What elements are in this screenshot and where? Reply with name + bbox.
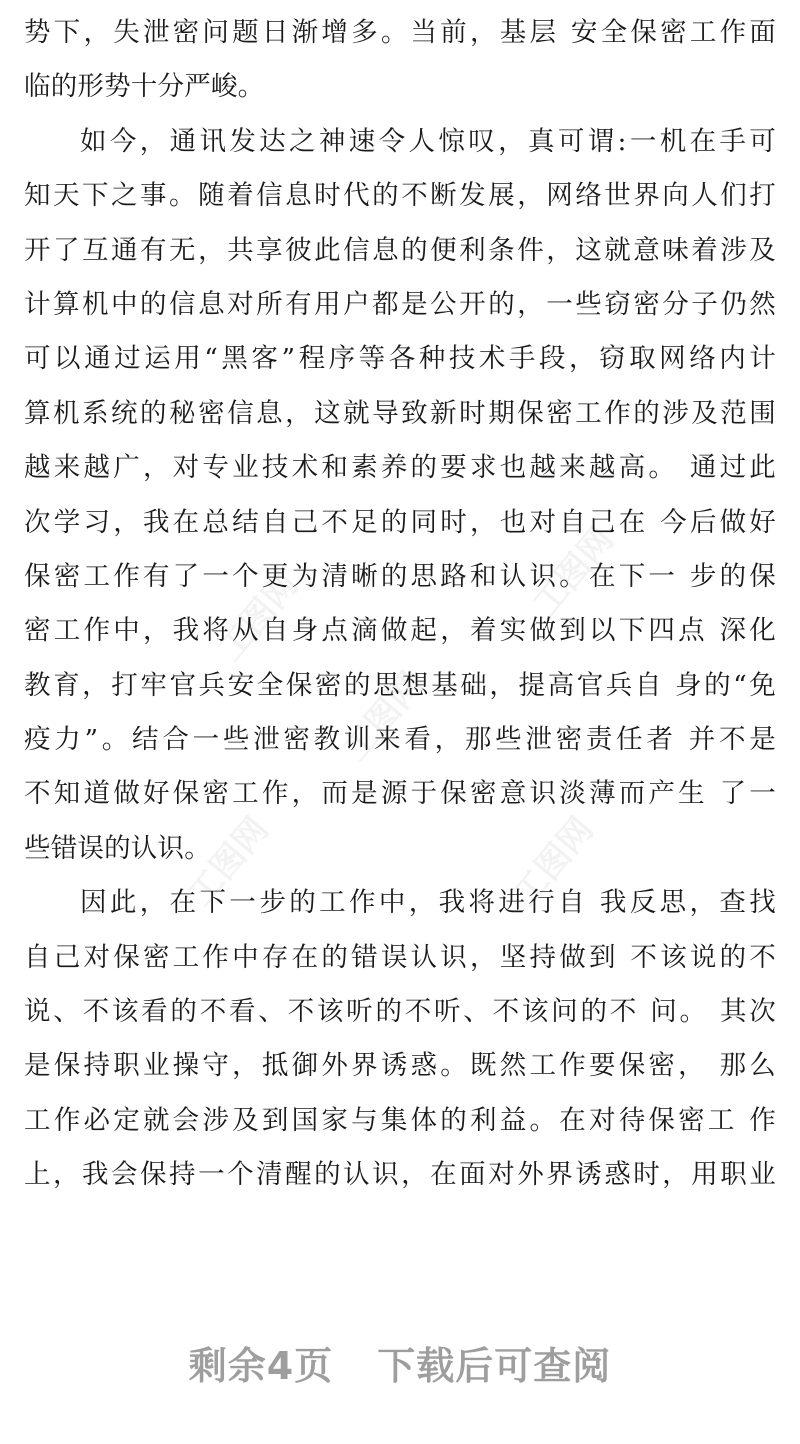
watermark: 工图网 <box>180 809 277 914</box>
article-body <box>24 6 776 1203</box>
paragraph-first-line: 因此，在下一步的工作中，我将进行自 我反思，查找 <box>80 887 776 919</box>
text-line: 临的形势十分严峻。 <box>24 71 265 103</box>
download-prompt[interactable] <box>0 1336 800 1396</box>
text-line: 越来越广，对专业技术和素养的要求也越来越高。 通过此 <box>24 452 776 484</box>
text-line: 是保持职业操守，抵御外界诱惑。既然工作要保密， 那么 <box>24 1050 776 1082</box>
text-line: 上，我会保持一个清醒的认识，在面对外界诱惑时，用职业 <box>24 1159 776 1191</box>
text-line: 知天下之事。随着信息时代的不断发展，网络世界向人们打 <box>24 180 776 212</box>
text-line: 工作必定就会涉及到国家与集体的利益。在对待保密工 作 <box>24 1104 776 1136</box>
text-line: 保密工作有了一个更为清晰的思路和认识。在下一 步的保 <box>24 560 776 592</box>
text-line: 计算机中的信息对所有用户都是公开的，一些窃密分子仍然 <box>24 288 776 320</box>
watermark: 工图网 <box>335 664 432 769</box>
watermark: 工图网 <box>505 809 602 914</box>
text-line: 不知道做好保密工作，而是源于保密意识淡薄而产生 了一 <box>24 778 776 810</box>
text-line: 些错误的认识。 <box>24 832 211 864</box>
text-line: 可以通过运用“黑客”程序等各种技术手段，窃取网络内计 <box>24 343 776 375</box>
text-line: 开了互通有无，共享彼此信息的便利条件，这就意味着涉及 <box>24 234 776 266</box>
text-line: 算机系统的秘密信息，这就导致新时期保密工作的涉及范围 <box>24 397 776 429</box>
text-line: 次学习，我在总结自己不足的同时，也对自己在 今后做好 <box>24 506 776 538</box>
text-line: 教育，打牢官兵安全保密的思想基础，提高官兵自 身的“免 <box>24 669 776 701</box>
watermark: 工图网 <box>210 564 307 669</box>
text-line: 说、不该看的不看、不该听的不听、不该问的不 问。 其次 <box>24 996 776 1028</box>
remaining-pages-label: 剩余4页 <box>188 1344 334 1388</box>
download-to-view-label: 下载后可查阅 <box>377 1344 612 1388</box>
text-line: 密工作中，我将从自身点滴做起，着实做到以下四点 深化 <box>24 615 776 647</box>
watermark: 工图网 <box>525 519 622 624</box>
text-line: 疫力”。结合一些泄密教训来看，那些泄密责任者 并不是 <box>24 724 776 756</box>
text-line: 势下，失泄密问题日渐增多。当前，基层 安全保密工作面 <box>24 17 776 48</box>
text-line: 自己对保密工作中存在的错误认识，坚持做到 不该说的不 <box>24 941 776 973</box>
paragraph-first-line: 如今，通讯发达之神速令人惊叹，真可谓:一机在手可 <box>80 125 776 157</box>
